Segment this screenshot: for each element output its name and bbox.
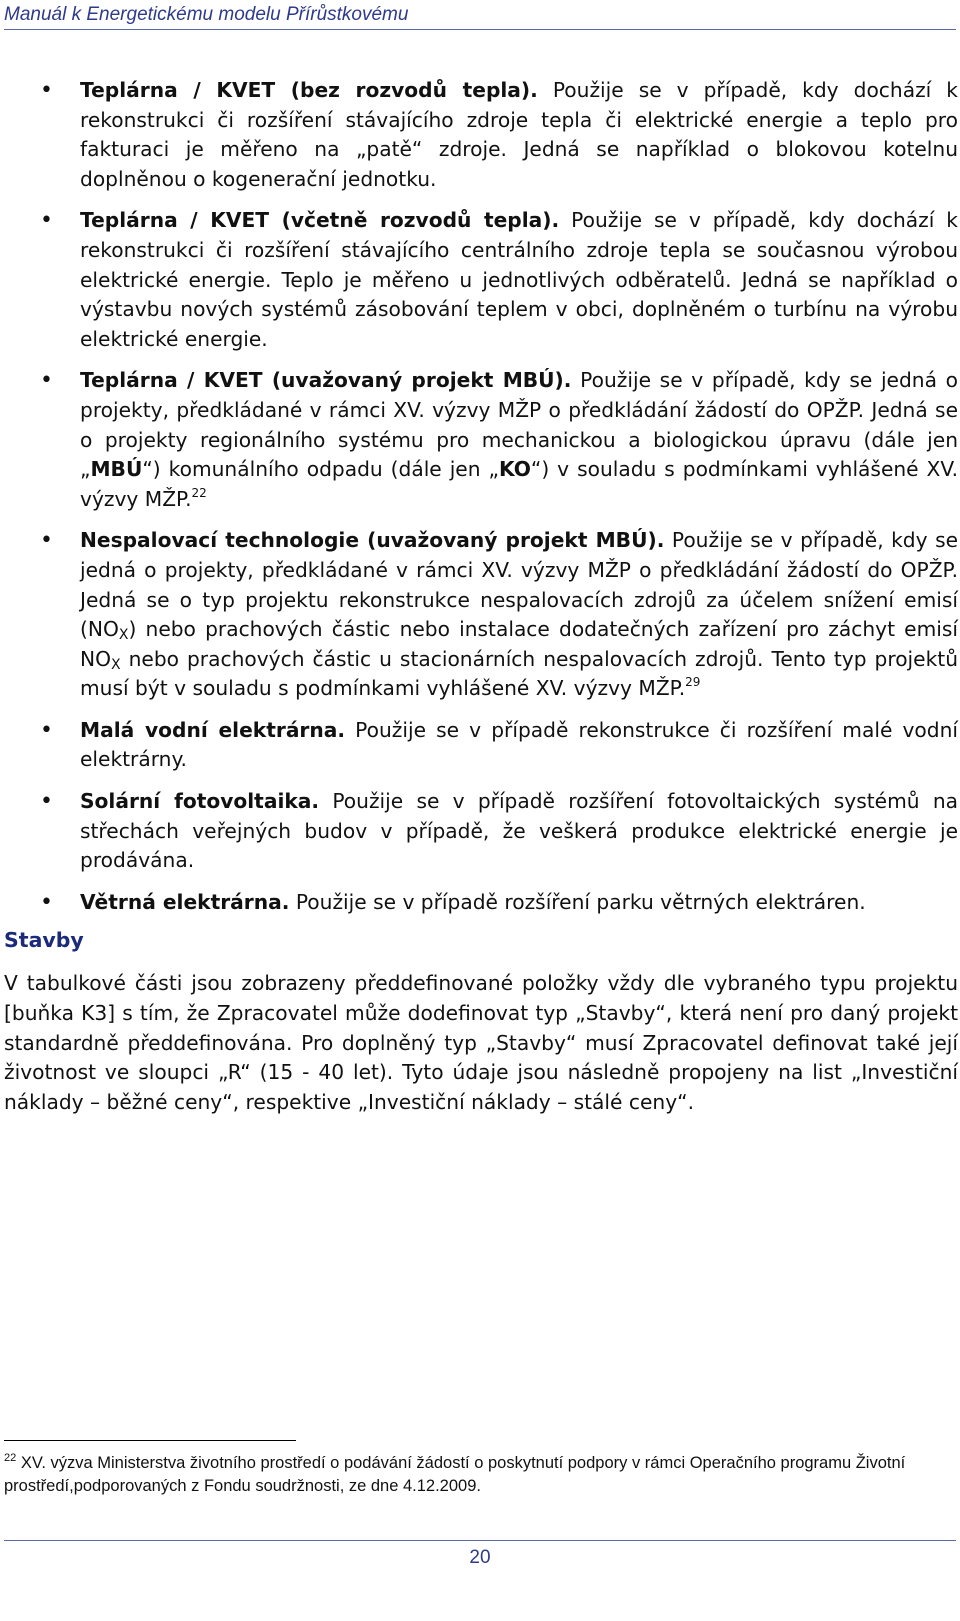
item-text: Použije se v případě, kdy se jedná o projekty, předkládané v rámci XV. výzvy MŽP o předkládání žádostí do OPŽP. Jedná se o typ projektu rekonstrukce nespalovacích zdrojů za účelem snížení emisí (NO	[80, 528, 959, 642]
item-title: Solární fotovoltaika.	[80, 789, 320, 814]
item-title: Větrná elektrárna.	[80, 889, 290, 914]
section-heading: Stavby	[4, 928, 84, 953]
footnote-text: XV. výzva Ministerstva životního prostředí o podávání žádostí o poskytnutí podpory v rámci Operačního programu Životní prostředí,podporovaných z Fondu soudržnosti, ze dne 4.12.2009.	[4, 1454, 906, 1495]
item-text: Použije se v případě, kdy dochází k rekonstrukci či rozšíření stávajícího centrálního zdroje tepla se současnou výrobou elektrické energie. Teplo je měřeno u jednotlivých odběratelů. Jedná se například o výstavbu nových systémů zásobování teplem v obci, doplněném o turbínu na výrobu elektrické energie.	[80, 208, 958, 351]
item-text: nebo prachových částic u stacionárních nespalovacích zdrojů. Tento typ projektů musí být v souladu s podmínkami vyhlášené XV. výzvy MŽP.	[80, 646, 958, 701]
subscript: X	[111, 656, 121, 673]
item-text: Použije se v případě rekonstrukce či rozšíření malé vodní elektrárny.	[80, 717, 958, 772]
item-title: Nespalovací technologie (uvažovaný projekt MBÚ).	[80, 528, 665, 553]
page-number: 20	[469, 1547, 491, 1568]
item-text: “) komunálního odpadu (dále jen „	[142, 457, 499, 482]
bullet-icon: •	[40, 717, 53, 743]
list-item	[4, 716, 958, 775]
page-footer	[4, 1540, 956, 1569]
list-item	[4, 787, 958, 876]
item-text: Použije se v případě, kdy se jedná o projekty, předkládané v rámci XV. výzvy MŽP o předkládání žádostí do OPŽP. Jedná se o projekty regionálního systému pro mechanickou a biologickou úpravu (dále jen „	[80, 368, 958, 482]
bullet-icon: •	[40, 789, 53, 815]
list-item	[4, 366, 958, 514]
item-text: Použije se v případě, kdy dochází k rekonstrukci či rozšíření stávajícího zdroje tepla či elektrické energie a teplo pro fakturaci je měřeno na „patě“ zdroje. Jedná se například o blokovou kotelnu doplněnou o kogenerační jednotku.	[80, 78, 958, 191]
item-text: Použije se v případě rozšíření fotovoltaických systémů na střechách veřejných budov v případě, že veškerá produkce elektrické energie je prodávána.	[80, 789, 958, 873]
abbr-ko: KO	[498, 457, 531, 482]
footnote-ref[interactable]: 29	[685, 675, 701, 690]
bullet-icon: •	[40, 368, 53, 394]
subscript: X	[118, 627, 129, 644]
section-paragraph: V tabulkové části jsou zobrazeny předdefinované položky vždy dle vybraného typu projektu [buňka K3] s tím, že Zpracovatel může dodefinovat typ „Stavby“, která není pro daný projekt standardně předdefinována. Pro doplněný typ „Stavby“ musí Zpracovatel definovat také její životnost ve sloupci „R“ (15 - 40 let). Tyto údaje jsou následně propojeny na list „Investiční náklady – běžné ceny“, respektive „Investiční náklady – stálé ceny“.	[4, 971, 958, 1114]
bullet-icon: •	[40, 528, 53, 554]
list-item	[4, 206, 958, 354]
page-header	[4, 4, 956, 30]
item-text: “) v souladu s podmínkami vyhlášené XV. výzvy MŽP.	[80, 457, 959, 511]
document-body	[4, 76, 958, 1117]
footnote-number: 22	[4, 1452, 17, 1464]
footnote	[4, 1452, 944, 1498]
footnote-separator	[4, 1440, 296, 1441]
item-text: Použije se v případě rozšíření parku větrných elektráren.	[289, 889, 866, 914]
footnote-ref[interactable]: 22	[191, 485, 207, 500]
bullet-icon: •	[40, 889, 53, 915]
bullet-list	[4, 76, 958, 917]
bullet-icon: •	[40, 78, 53, 103]
bullet-icon: •	[40, 208, 53, 234]
item-title: Teplárna / KVET (bez rozvodů tepla).	[80, 78, 538, 102]
item-title: Teplárna / KVET (uvažovaný projekt MBÚ).	[80, 368, 572, 393]
list-item	[4, 526, 958, 704]
list-item	[4, 888, 958, 918]
list-item	[4, 76, 958, 194]
abbr-mbu: MBÚ	[90, 457, 143, 482]
item-title: Malá vodní elektrárna.	[80, 717, 346, 742]
header-title: Manuál k Energetickému modelu Přírůstkovému	[4, 4, 409, 25]
item-text: ) nebo prachových částic nebo instalace dodatečných zařízení pro záchyt emisí NO	[80, 617, 958, 671]
item-title: Teplárna / KVET (včetně rozvodů tepla).	[80, 208, 560, 233]
